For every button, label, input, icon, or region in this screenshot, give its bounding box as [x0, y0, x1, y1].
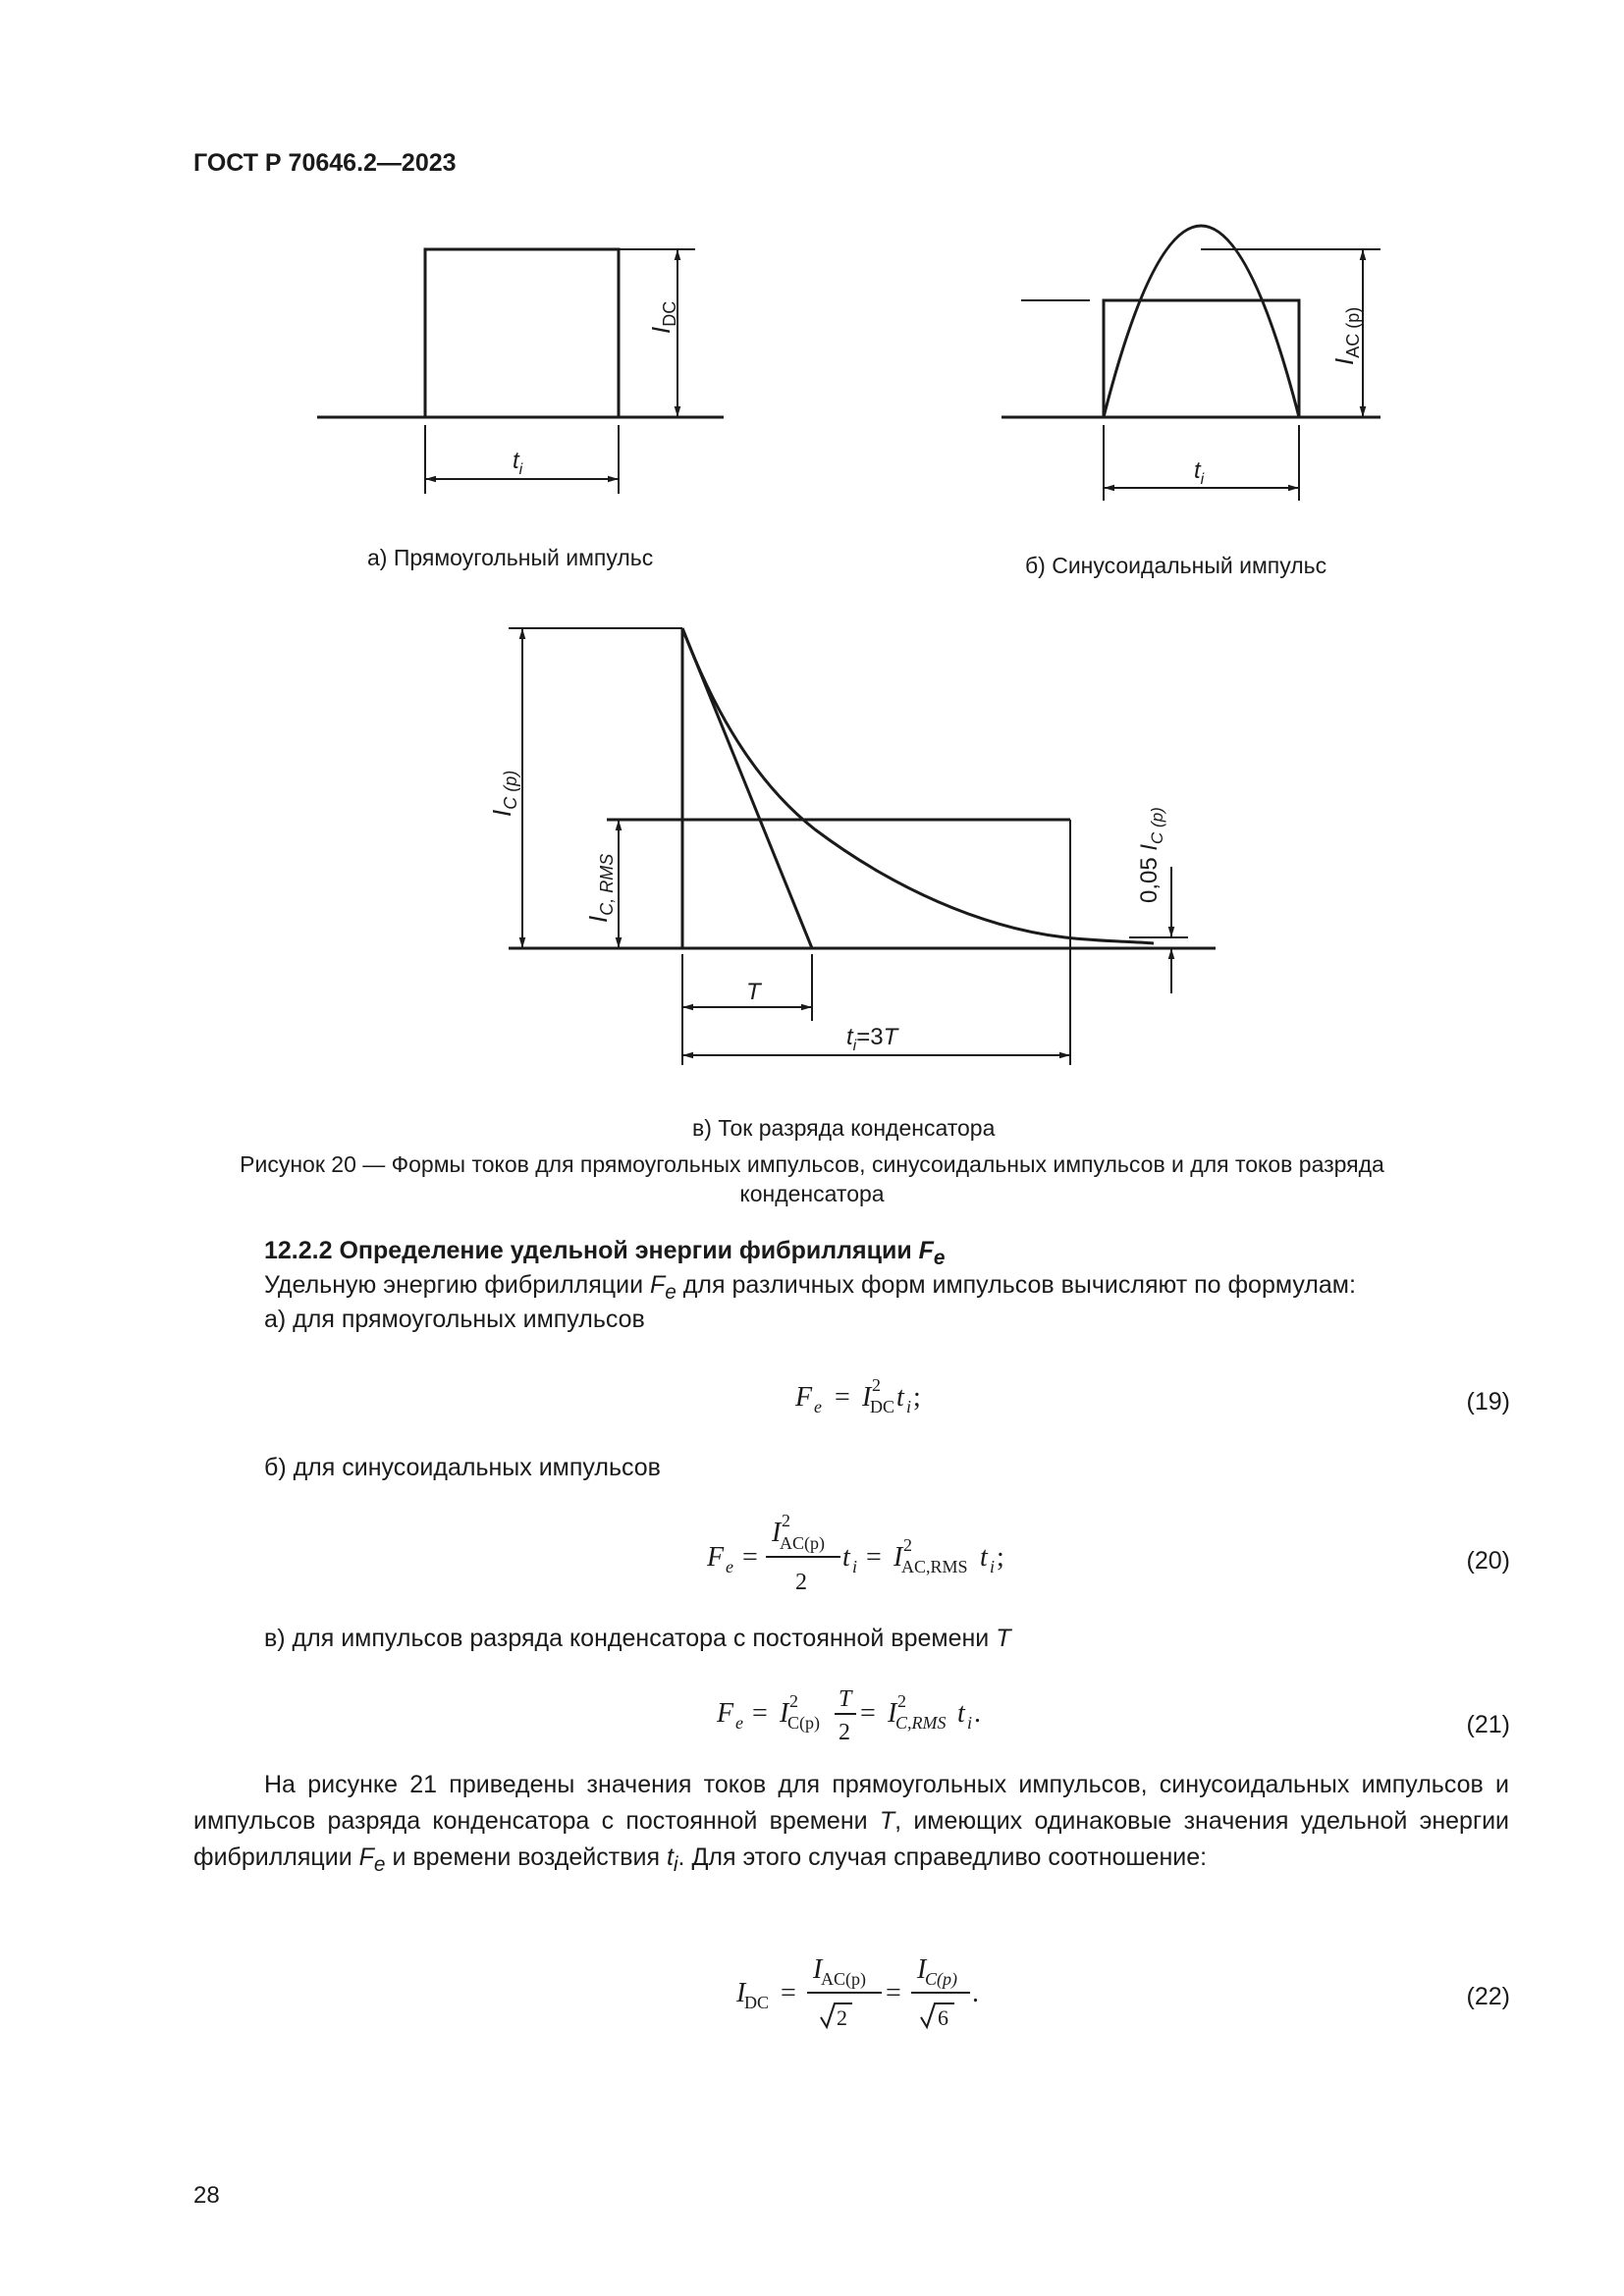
item-c: в) для импульсов разряда конденсатора с постоянной времени T — [264, 1625, 1011, 1652]
eq-number-22: (22) — [1466, 1983, 1510, 2010]
svg-text:I: I — [813, 1954, 823, 1985]
svg-text:I: I — [917, 1954, 927, 1985]
svg-text:;: ; — [913, 1382, 921, 1413]
eq-number-21: (21) — [1466, 1711, 1510, 1738]
svg-text:2: 2 — [897, 1691, 906, 1711]
svg-text:C,RMS: C,RMS — [895, 1713, 947, 1733]
eq-number-19: (19) — [1466, 1388, 1510, 1415]
svg-text:I: I — [893, 1542, 903, 1573]
svg-text:t: t — [957, 1698, 965, 1729]
svg-text:i: i — [967, 1713, 973, 1733]
svg-text:C(p): C(p) — [925, 1969, 957, 1989]
panel-b-sinusoidal-pulse — [1001, 226, 1380, 501]
svg-text:DC: DC — [870, 1397, 895, 1416]
svg-text:t: t — [842, 1542, 850, 1573]
svg-text:I: I — [888, 1698, 897, 1729]
svg-text:.: . — [972, 1978, 979, 2008]
svg-text:i: i — [852, 1557, 858, 1576]
intro-text: Удельную энергию фибрилляции $F_e$ для различных форм импульсов вычисляют по формулам: — [264, 1271, 1356, 1304]
svg-text:2: 2 — [903, 1535, 912, 1555]
svg-text:i: i — [990, 1557, 996, 1576]
equation-22 — [0, 1939, 1624, 2047]
svg-text:DC: DC — [744, 1993, 770, 2012]
svg-text:AC,RMS: AC,RMS — [901, 1557, 968, 1576]
svg-text:=: = — [752, 1698, 768, 1729]
svg-text:t: t — [980, 1542, 988, 1573]
equation-21 — [0, 1669, 1624, 1777]
svg-text:t: t — [896, 1382, 904, 1413]
document-header: ГОСТ Р 70646.2—2023 — [193, 149, 457, 177]
panel-c-capacitor-discharge — [509, 628, 1216, 1065]
equation-20 — [0, 1497, 1624, 1605]
svg-text:T: T — [839, 1686, 852, 1712]
label-iac: $I_{AC (p)}$ — [1329, 306, 1363, 365]
svg-text:.: . — [974, 1698, 981, 1729]
svg-text:6: 6 — [938, 2005, 948, 2030]
svg-text:2: 2 — [839, 1720, 850, 1745]
caption-c: в) Ток разряда конденсатора — [692, 1115, 996, 1141]
label-ti-b: $t_i$ — [1194, 457, 1205, 488]
svg-text:e: e — [726, 1557, 733, 1576]
label-icp: $I_{C (p)}$ — [487, 770, 520, 817]
item-a: а) для прямоугольных импульсов — [264, 1306, 645, 1333]
svg-text:I: I — [862, 1382, 872, 1413]
label-irms: $I_{C, RMS}$ — [583, 853, 617, 923]
svg-text:=: = — [866, 1542, 882, 1573]
svg-text:AC(p): AC(p) — [780, 1533, 825, 1553]
section-heading: 12.2.2 Определение удельной энергии фибрилляции $F_e$ — [264, 1237, 946, 1269]
svg-text:F: F — [795, 1382, 813, 1413]
item-b: б) для синусоидальных импульсов — [264, 1454, 661, 1481]
svg-text:2: 2 — [837, 2005, 847, 2030]
label-ti-a: $t_i$ — [513, 448, 523, 478]
svg-text:e: e — [814, 1397, 822, 1416]
caption-b: б) Синусоидальный импульс — [1025, 553, 1327, 578]
svg-text:=: = — [886, 1978, 901, 2008]
svg-text:=: = — [742, 1542, 758, 1573]
label-005-icp: 0,05 $I_{C (p)}$ — [1136, 807, 1166, 903]
svg-text:2: 2 — [872, 1375, 881, 1395]
svg-text:2: 2 — [795, 1570, 807, 1595]
svg-text:2: 2 — [782, 1511, 790, 1530]
svg-text:C(p): C(p) — [787, 1713, 820, 1733]
label-ti-3T: $t_i=3T$ — [846, 1024, 898, 1054]
svg-text:I: I — [772, 1518, 782, 1548]
svg-text:F: F — [717, 1698, 734, 1729]
svg-text:i: i — [906, 1397, 912, 1416]
svg-text:e: e — [735, 1713, 743, 1733]
svg-text:=: = — [835, 1382, 850, 1413]
equation-19 — [0, 1350, 1624, 1458]
page-number: 28 — [193, 2182, 220, 2209]
label-idc: $I_{DC}$ — [646, 300, 679, 334]
panel-a-rectangular-pulse — [317, 249, 724, 494]
caption-a: а) Прямоугольный импульс — [367, 545, 654, 570]
svg-text:;: ; — [997, 1542, 1004, 1573]
svg-text:F: F — [707, 1542, 725, 1573]
svg-text:AC(p): AC(p) — [821, 1969, 866, 1989]
svg-text:2: 2 — [789, 1691, 798, 1711]
svg-text:=: = — [860, 1698, 876, 1729]
eq-number-20: (20) — [1466, 1547, 1510, 1575]
figure-caption: Рисунок 20 — Формы токов для прямоугольных импульсов, синусоидальных импульсов и для токов разряда конденсатора — [240, 1151, 1384, 1206]
svg-text:=: = — [781, 1978, 796, 2008]
svg-text:I: I — [736, 1978, 746, 2008]
svg-text:I: I — [780, 1698, 789, 1729]
label-T: T — [746, 979, 761, 1005]
body-paragraph: На рисунке 21 приведены значения токов для прямоугольных импульсов, синусоидальных импульсов и импульсов разряда конденсатора с постоянной времени T, имеющих одинаковые значения удельной энергии фибрилляции $F_e$ и времени воздействия $t_i$. Для этого случая справедливо соотношение: — [193, 1771, 1510, 1876]
figure-20 — [0, 0, 1624, 1139]
